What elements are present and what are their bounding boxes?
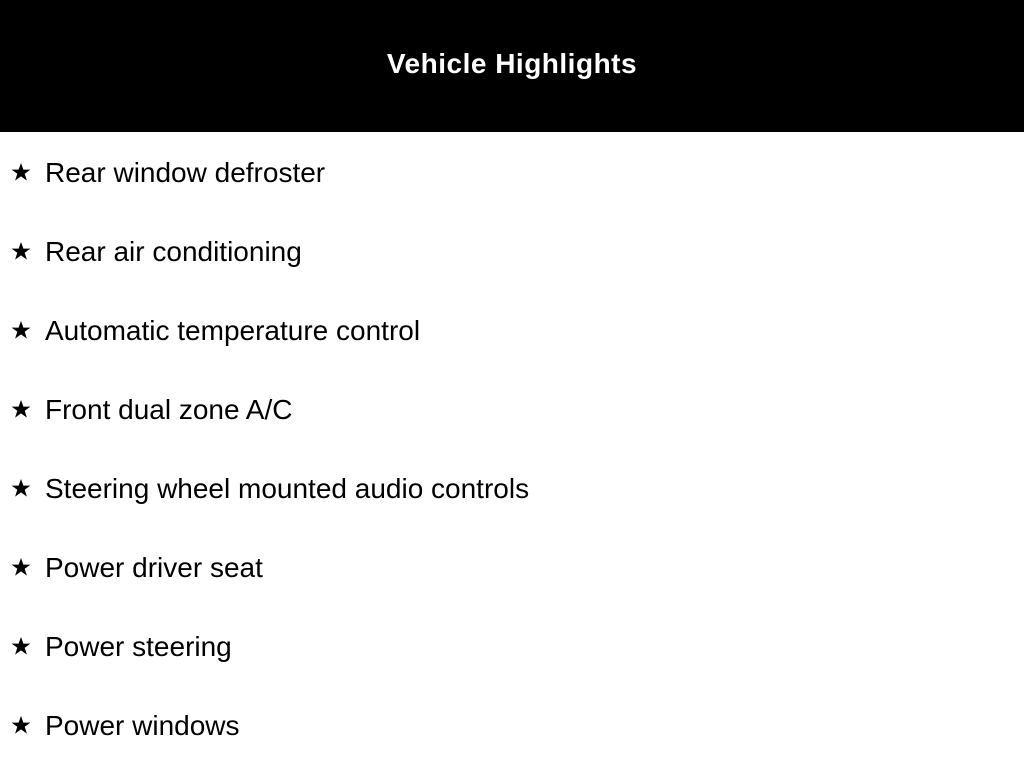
list-item [0,473,1024,518]
star-icon [11,399,31,419]
star-icon [11,715,31,735]
list-item-label: Automatic temperature control [45,315,421,346]
star-icon [11,241,31,261]
star-icon [11,162,31,182]
star-icon [11,557,31,577]
star-icon [11,636,31,656]
list-item-label: Rear air conditioning [45,236,302,267]
list-item [0,236,1024,281]
list-item [0,157,1024,202]
page-title: Vehicle Highlights [386,48,638,79]
list-item-label: Power steering [45,631,232,662]
list-item-label: Power windows [45,710,240,741]
list-item [0,710,1024,755]
list-item-label: Rear window defroster [45,157,326,188]
star-icon [11,320,31,340]
header-bar [0,0,1024,132]
list-item [0,394,1024,439]
list-item-label: Power driver seat [45,552,263,583]
list-item-label: Steering wheel mounted audio controls [45,473,530,504]
list-item [0,552,1024,597]
star-icon [11,478,31,498]
list-item [0,631,1024,676]
list-item-label: Front dual zone A/C [45,394,293,425]
list-item [0,315,1024,360]
